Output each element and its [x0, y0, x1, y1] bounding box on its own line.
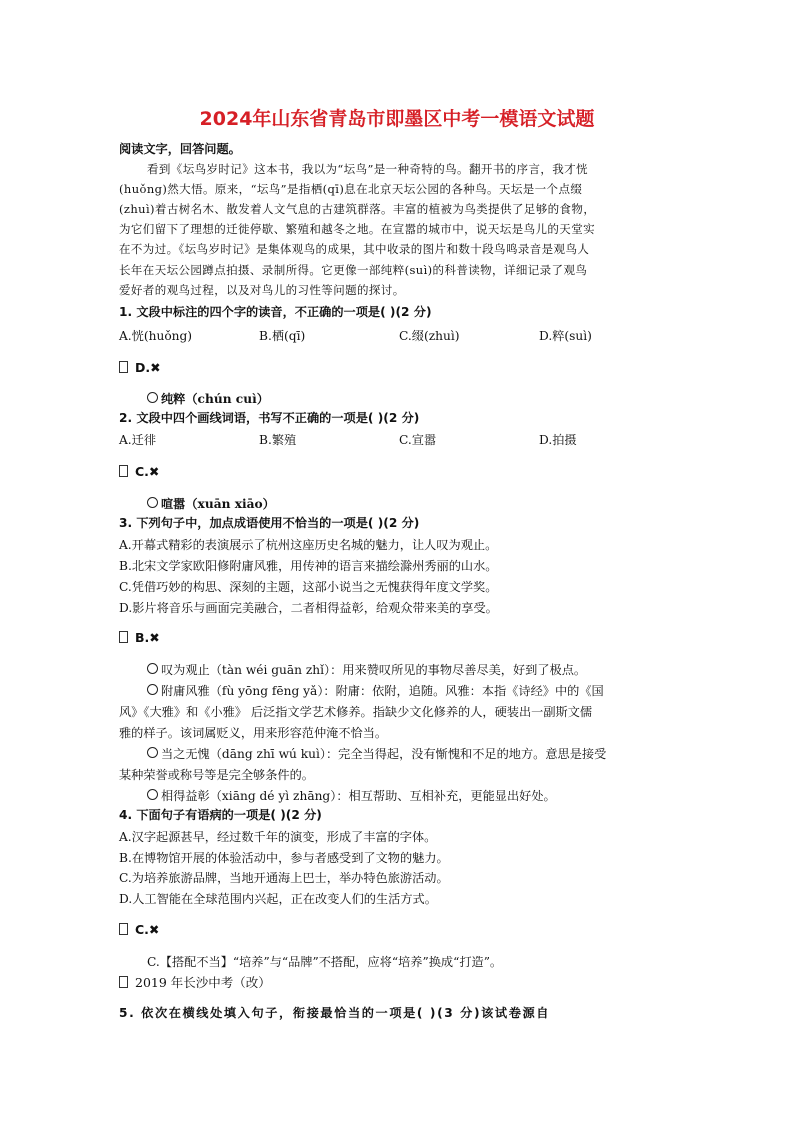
q4-note: C.【搭配不当】“培养”与“品牌”不搭配，应将“培养”换成“打造”。 [147, 955, 503, 969]
q3-option-b: B.北宋文学家欧阳修附庸风雅，用传神的语言来描绘滁州秀丽的山水。 [119, 559, 498, 573]
q1-note-text: 纯粹（chún cuì） [161, 392, 269, 406]
q4-option-a: A.汉字起源甚早，经过数千年的演变，形成了丰富的字体。 [119, 830, 437, 844]
circle-icon [147, 684, 158, 695]
q3-note-continuation: 某种荣誉或称号等是完全够条件的。 [119, 768, 314, 782]
q4-option-b: B.在博物馆开展的体验活动中，参与者感受到了文物的魅力。 [119, 851, 449, 865]
q2-option-c: C.宣嚣 [399, 433, 437, 447]
q2-answer [119, 464, 159, 479]
q3-note-text: 叹为观止（tàn wéi guān zhǐ）：用来赞叹所见的事物尽善尽美，好到了极点。 [161, 663, 587, 677]
q4-option-c: C.为培养旅游品牌，当地开通海上巴士，举办特色旅游活动。 [119, 871, 449, 885]
q3-note [147, 661, 586, 678]
circle-icon [147, 789, 158, 800]
circle-icon [147, 747, 158, 758]
reading-intro: 阅读文字，回答问题。 [119, 142, 241, 156]
passage-line: (huǒng)然大悟。原来，“坛鸟”是指栖(qī)息在北京天坛公园的各种鸟。天坛是一个点缀 [119, 182, 583, 196]
question-4-stem: 4. 下面句子有语病的一项是( )(2 分) [119, 808, 322, 822]
source-tag [119, 973, 271, 991]
q3-option-d: D.影片将音乐与画面完美融合，二者相得益彰，给观众带来美的享受。 [119, 601, 498, 615]
q1-option-c: C.缀(zhuì) [399, 329, 460, 343]
q3-answer-text: B.✖ [135, 630, 160, 645]
q3-note-text: 当之无愧（dāng zhī wú kuì）：完全当得起，没有惭愧和不足的地方。意思是接受 [161, 747, 607, 761]
checkbox-icon [119, 976, 128, 988]
q3-note-text: 附庸风雅（fù yōng fēng yǎ）：附庸：依附，追随。风雅：本指《诗经》中的《国 [161, 684, 604, 698]
q4-answer-text: C.✖ [135, 922, 160, 937]
source-tag-text: 2019 年长沙中考（改） [135, 975, 271, 990]
q1-answer [119, 360, 161, 375]
q2-option-d: D.拍摄 [539, 433, 577, 447]
q2-option-b: B.繁殖 [259, 433, 297, 447]
q3-answer [119, 630, 160, 645]
q3-note-continuation: 雅的样子。该词属贬义，用来形容范仲淹不恰当。 [119, 726, 388, 740]
passage-line: 爱好者的观鸟过程，以及对鸟儿的习性等问题的探讨。 [119, 283, 405, 297]
q1-answer-text: D.✖ [135, 360, 161, 375]
q3-note-text: 相得益彰（xiāng dé yì zhāng）：相互帮助、互相补充，更能显出好处。 [161, 789, 556, 803]
q2-note-text: 喧嚣（xuān xiāo） [161, 497, 275, 511]
question-2-stem: 2. 文段中四个画线词语，书写不正确的一项是( )(2 分) [119, 411, 420, 425]
q4-option-d: D.人工智能在全球范围内兴起，正在改变人们的生活方式。 [119, 892, 437, 906]
q2-note [147, 495, 275, 512]
question-5-stem: 5. 依次在横线处填入句子，衔接最恰当的一项是( )(3 分)该试卷源自 [119, 1006, 551, 1020]
circle-icon [147, 663, 158, 674]
passage-line: 在不为过。《坛鸟岁时记》是集体观鸟的成果，其中收录的图片和数十段鸟鸣录音是观鸟人 [119, 242, 590, 256]
document-title: 2024年山东省青岛市即墨区中考一模语文试题 [199, 108, 595, 130]
q1-option-b: B.栖(qī) [259, 329, 306, 343]
checkbox-icon [119, 923, 128, 935]
circle-icon [147, 497, 158, 508]
question-3-stem: 3. 下列句子中，加点成语使用不恰当的一项是( )(2 分) [119, 516, 420, 530]
passage-line: 看到《坛鸟岁时记》这本书，我以为“坛鸟”是一种奇特的鸟。翻开书的序言，我才恍 [147, 162, 588, 176]
passage-line: 长年在天坛公园蹲点拍摄、录制所得。它更像一部纯粹(suì)的科普读物，详细记录了观鸟 [119, 263, 588, 277]
passage-line: (zhuì)着古树名木、散发着人文气息的古建筑群落。丰富的植被为鸟类提供了足够的食物， [119, 202, 596, 216]
q3-note [147, 787, 556, 804]
passage-line: 为它们留下了理想的迁徙停歇、繁殖和越冬之地。在宣嚣的城市中，说天坛是鸟儿的天堂实 [119, 222, 595, 236]
circle-icon [147, 392, 158, 403]
q3-option-a: A.开幕式精彩的表演展示了杭州这座历史名城的魅力，让人叹为观止。 [119, 538, 498, 552]
checkbox-icon [119, 361, 128, 373]
q1-option-d: D.粹(suì) [539, 329, 592, 343]
q3-note [147, 682, 604, 699]
q3-option-c: C.凭借巧妙的构思、深刻的主题，这部小说当之无愧获得年度文学奖。 [119, 580, 498, 594]
question-1-stem: 1. 文段中标注的四个字的读音，不正确的一项是( )(2 分) [119, 305, 432, 319]
q2-option-a: A.迁徘 [119, 433, 157, 447]
q3-note [147, 745, 606, 762]
checkbox-icon [119, 631, 128, 643]
q1-option-a: A.恍(huǒng) [119, 329, 193, 343]
checkbox-icon [119, 465, 128, 477]
q1-note [147, 390, 269, 407]
q3-note-continuation: 风》《大雅》和《小雅》 后泛指文学艺术修养。指缺少文化修养的人，硬装出一副斯文儒 [119, 705, 593, 719]
q2-answer-text: C.✖ [135, 464, 160, 479]
q4-answer [119, 922, 159, 937]
